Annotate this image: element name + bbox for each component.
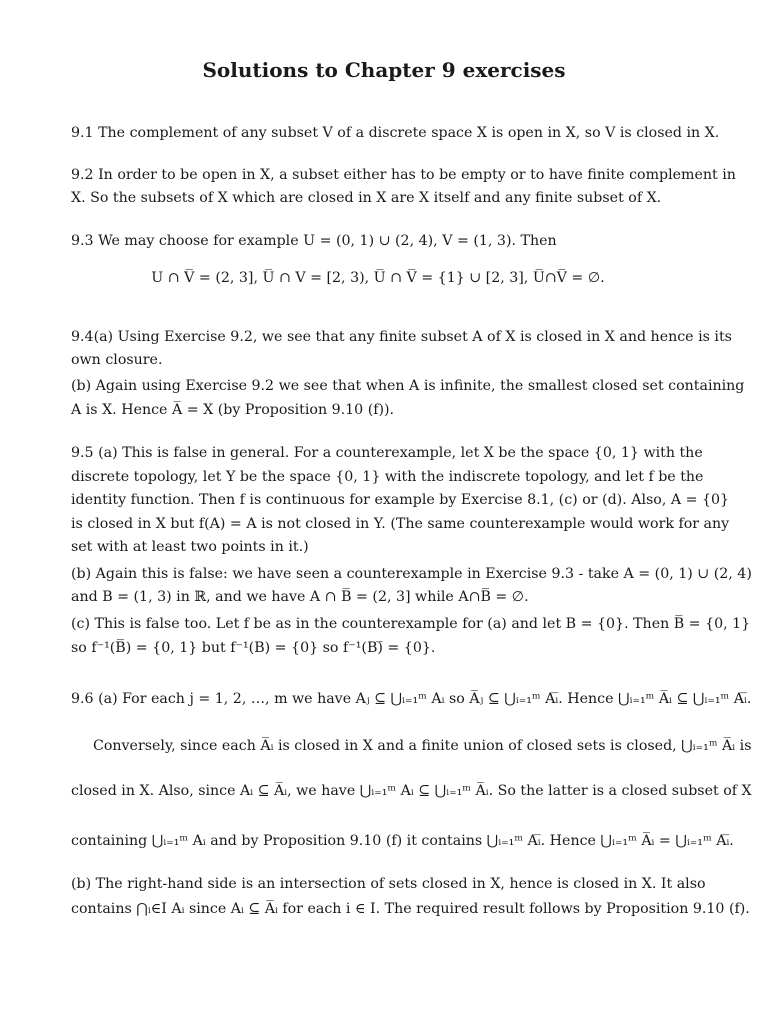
- solution-9-6a-line-2: Conversely, since each A̅ᵢ is closed in X and a finite union of closed sets is closed, ⋃ᵢ₌₁ᵐ A̅ᵢ is: [93, 738, 752, 754]
- solution-9-6a-line-1: 9.6 (a) For each j = 1, 2, …, m we have Aⱼ ⊆ ⋃ᵢ₌₁ᵐ Aᵢ so A̅ⱼ ⊆ ⋃ᵢ₌₁ᵐ Aᵢ̅. Hence ⋃ᵢ₌₁ᵐ A̅ᵢ ⊆ ⋃ᵢ₌₁ᵐ Aᵢ̅.: [71, 691, 752, 707]
- solution-9-6a-line-4: containing ⋃ᵢ₌₁ᵐ Aᵢ and by Proposition 9.10 (f) it contains ⋃ᵢ₌₁ᵐ Aᵢ̅. Hence ⋃ᵢ₌₁ᵐ A̅ᵢ = ⋃ᵢ₌₁ᵐ Aᵢ̅.: [71, 833, 734, 849]
- solution-9-4b-line-1: (b) Again using Exercise 9.2 we see that when A is infinite, the smallest closed set containing: [71, 378, 745, 394]
- solution-9-5a-line-4: is closed in X but f(A) = A is not closed in Y. (The same counterexample would work for any: [71, 516, 730, 532]
- solution-9-5a-line-5: set with at least two points in it.): [71, 539, 309, 555]
- solution-9-3-display-equation: U ∩ V̅ = (2, 3], U̅ ∩ V = [2, 3), U̅ ∩ V̅ = {1} ∪ [2, 3], U̅∩V̅ = ∅.: [151, 270, 605, 286]
- solution-9-2-line-1: 9.2 In order to be open in X, a subset either has to be empty or to have finite complement in: [71, 167, 736, 183]
- solution-9-4a-line-2: own closure.: [71, 352, 163, 368]
- solution-9-5a-line-2: discrete topology, let Y be the space {0, 1} with the indiscrete topology, and let f be the: [71, 469, 704, 485]
- solution-9-5a-line-1: 9.5 (a) This is false in general. For a counterexample, let X be the space {0, 1} with the: [71, 445, 703, 461]
- solution-9-2-line-2: X. So the subsets of X which are closed in X are X itself and any finite subset of X.: [71, 190, 662, 206]
- solution-9-6b-line-2: contains ⋂ᵢ∈I Aᵢ since Aᵢ ⊆ A̅ᵢ for each i ∈ I. The required result follows by Proposition 9.10 (f).: [71, 901, 750, 917]
- page-title: Solutions to Chapter 9 exercises: [202, 58, 566, 82]
- solution-9-3-line-1: 9.3 We may choose for example U = (0, 1) ∪ (2, 4), V = (1, 3). Then: [71, 233, 557, 249]
- solution-9-5b-line-2: and B = (1, 3) in ℝ, and we have A ∩ B̅ = (2, 3] while A∩B̅ = ∅.: [71, 589, 529, 605]
- solution-9-6b-line-1: (b) The right-hand side is an intersection of sets closed in X, hence is closed in X. It also: [71, 876, 706, 892]
- solution-9-5b-line-1: (b) Again this is false: we have seen a counterexample in Exercise 9.3 - take A = (0, 1) ∪ (2, 4): [71, 566, 752, 582]
- solution-9-4b-line-2: A is X. Hence A̅ = X (by Proposition 9.10 (f)).: [71, 402, 395, 418]
- solution-9-5a-line-3: identity function. Then f is continuous for example by Exercise 8.1, (c) or (d). Also, A = {0}: [71, 492, 730, 508]
- solution-9-1: 9.1 The complement of any subset V of a discrete space X is open in X, so V is closed in X.: [71, 125, 720, 141]
- solution-9-5c-line-1: (c) This is false too. Let f be as in the counterexample for (a) and let B = {0}. Then B̅ = {0, 1}: [71, 616, 751, 632]
- solution-9-6a-line-3: closed in X. Also, since Aᵢ ⊆ A̅ᵢ, we have ⋃ᵢ₌₁ᵐ Aᵢ ⊆ ⋃ᵢ₌₁ᵐ A̅ᵢ. So the latter is a closed subset of X: [71, 783, 752, 799]
- solution-9-5c-line-2: so f⁻¹(B̅) = {0, 1} but f⁻¹(B) = {0} so f⁻¹(B)̅ = {0}.: [71, 640, 436, 656]
- solution-9-4a-line-1: 9.4(a) Using Exercise 9.2, we see that any finite subset A of X is closed in X and hence is its: [71, 329, 732, 345]
